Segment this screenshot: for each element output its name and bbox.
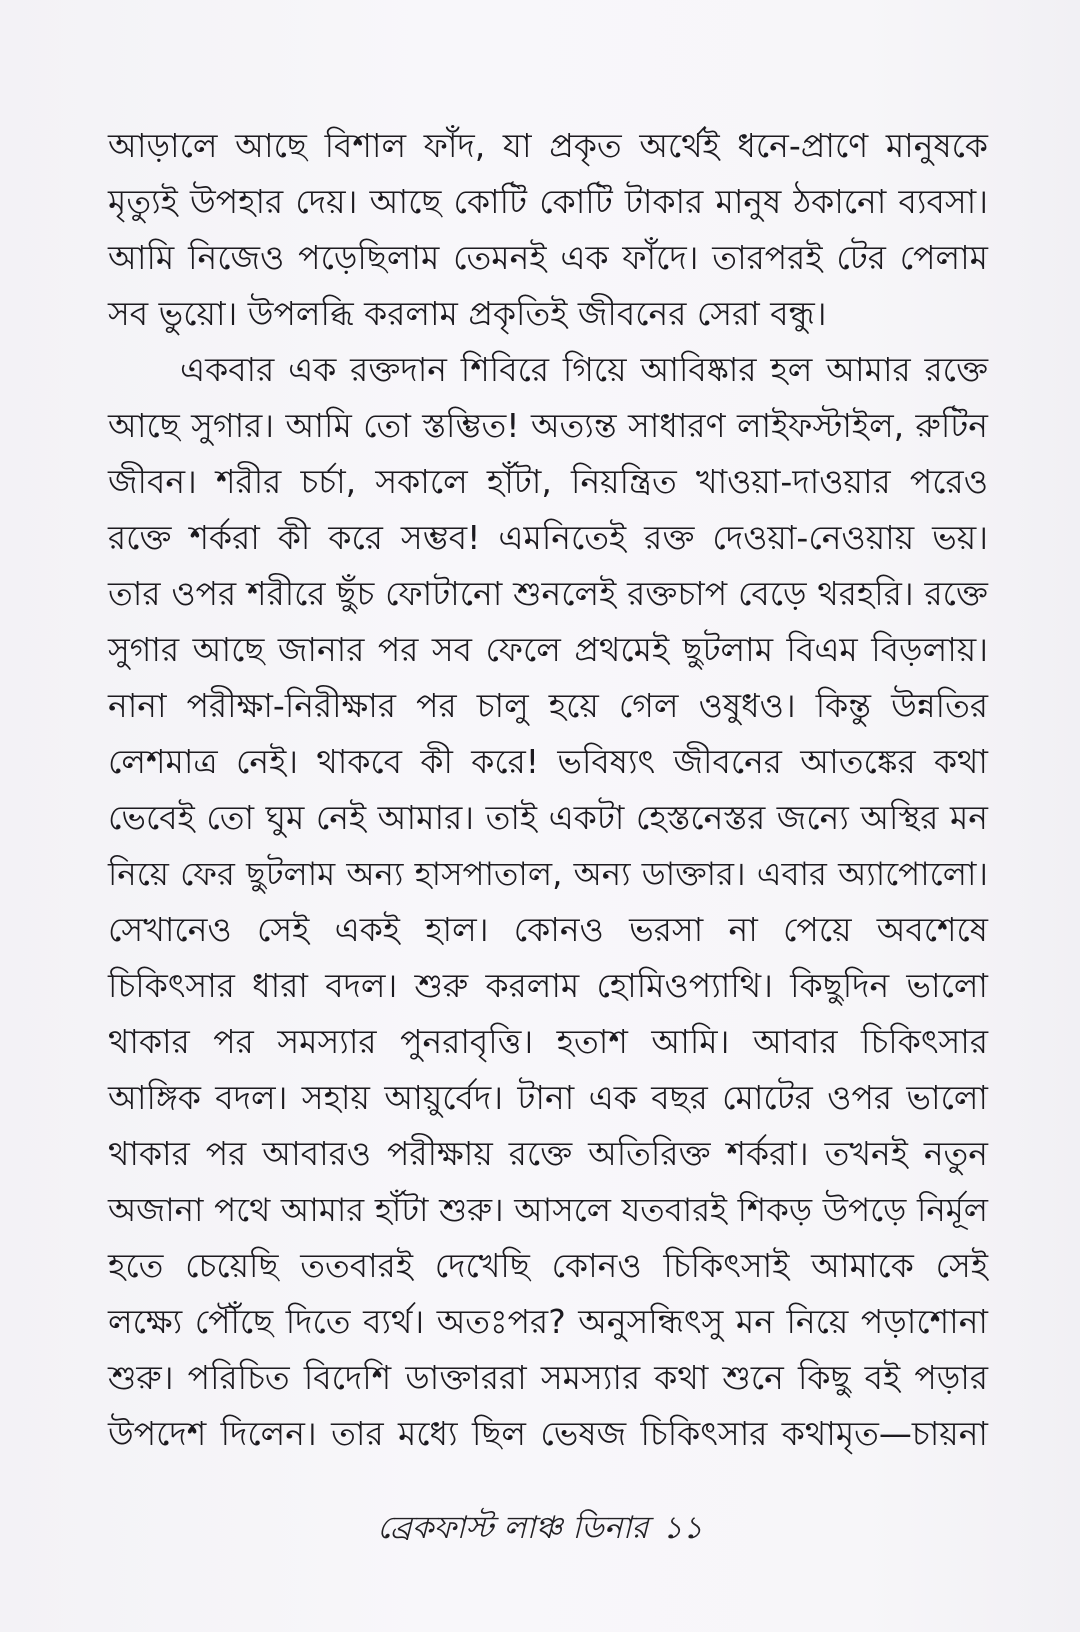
text-line: নানা পরীক্ষা-নিরীক্ষার পর চালু হয়ে গেল ওষুধও। কিন্তু উন্নতির <box>108 686 988 725</box>
text-line: রক্তে শর্করা কী করে সম্ভব! এমনিতেই রক্ত দেওয়া-নেওয়ায় ভয়। <box>108 518 988 557</box>
text-line: অজানা পথে আমার হাঁটা শুরু। আসলে যতবারই শিকড় উপড়ে নির্মূল <box>108 1191 988 1229</box>
text-line: উপদেশ দিলেন। তার মধ্যে ছিল ভেষজ চিকিৎসার কথামৃত—চায়না <box>108 1414 988 1453</box>
text-line: থাকার পর আবারও পরীক্ষায় রক্তে অতিরিক্ত শর্করা। তখনই নতুন <box>108 1134 988 1173</box>
text-line: তার ওপর শরীরে ছুঁচ ফোটানো শুনলেই রক্তচাপ বেড়ে থরহরি। রক্তে <box>108 574 988 613</box>
text-line: আমি নিজেও পড়েছিলাম তেমনই এক ফাঁদে। তারপরই টের পেলাম <box>108 238 988 277</box>
text-line: লেশমাত্র নেই। থাকবে কী করে! ভবিষ্যৎ জীবনের আতঙ্কের কথা <box>108 742 988 781</box>
text-line: সেখানেও সেই একই হাল। কোনও ভরসা না পেয়ে অবশেষে <box>108 910 988 949</box>
book-title: ব্রেকফাস্ট লাঞ্চ ডিনার <box>377 1510 649 1546</box>
text-line: চিকিৎসার ধারা বদল। শুরু করলাম হোমিওপ্যাথি। কিছুদিন ভালো <box>108 966 988 1005</box>
text-line: হতে চেয়েছি ততবারই দেখেছি কোনও চিকিৎসাই আমাকে সেই <box>108 1246 988 1285</box>
text-line: থাকার পর সমস্যার পুনরাবৃত্তি। হতাশ আমি। আবার চিকিৎসার <box>108 1022 988 1061</box>
text-line: লক্ষ্যে পৌঁছে দিতে ব্যর্থ। অতঃপর? অনুসন্ধিৎসু মন নিয়ে পড়াশোনা <box>108 1302 988 1341</box>
page-number: ১১ <box>662 1510 703 1546</box>
text-line: সুগার আছে জানার পর সব ফেলে প্রথমেই ছুটলাম বিএম বিড়লায়। <box>108 630 988 669</box>
text-line: শুরু। পরিচিত বিদেশি ডাক্তাররা সমস্যার কথা শুনে কিছু বই পড়ার <box>108 1358 988 1397</box>
text-line: নিয়ে ফের ছুটলাম অন্য হাসপাতাল, অন্য ডাক্তার। এবার অ্যাপোলো। <box>108 855 988 893</box>
text-line: আঙ্গিক বদল। সহায় আয়ুর্বেদ। টানা এক বছর মোটের ওপর ভালো <box>108 1078 988 1117</box>
text-line: আড়ালে আছে বিশাল ফাঁদ, যা প্রকৃত অর্থেই ধনে-প্রাণে মানুষকে <box>108 126 988 165</box>
paragraph-start-line: একবার এক রক্তদান শিবিরে গিয়ে আবিষ্কার হল আমার রক্তে <box>180 350 988 389</box>
text-line: ভেবেই তো ঘুম নেই আমার। তাই একটা হেস্তনেস্তর জন্যে অস্থির মন <box>108 798 988 837</box>
text-line: জীবন। শরীর চর্চা, সকালে হাঁটা, নিয়ন্ত্রিত খাওয়া-দাওয়ার পরেও <box>108 462 988 501</box>
text-line: আছে সুগার। আমি তো স্তম্ভিত! অত্যন্ত সাধারণ লাইফস্টাইল, রুটিন <box>108 406 988 445</box>
page-footer <box>0 1504 1080 1552</box>
text-line: মৃত্যুই উপহার দেয়। আছে কোটি কোটি টাকার মানুষ ঠকানো ব্যবসা। <box>108 182 988 221</box>
text-line: সব ভুয়ো। উপলব্ধি করলাম প্রকৃতিই জীবনের সেরা বন্ধু। <box>108 294 827 333</box>
